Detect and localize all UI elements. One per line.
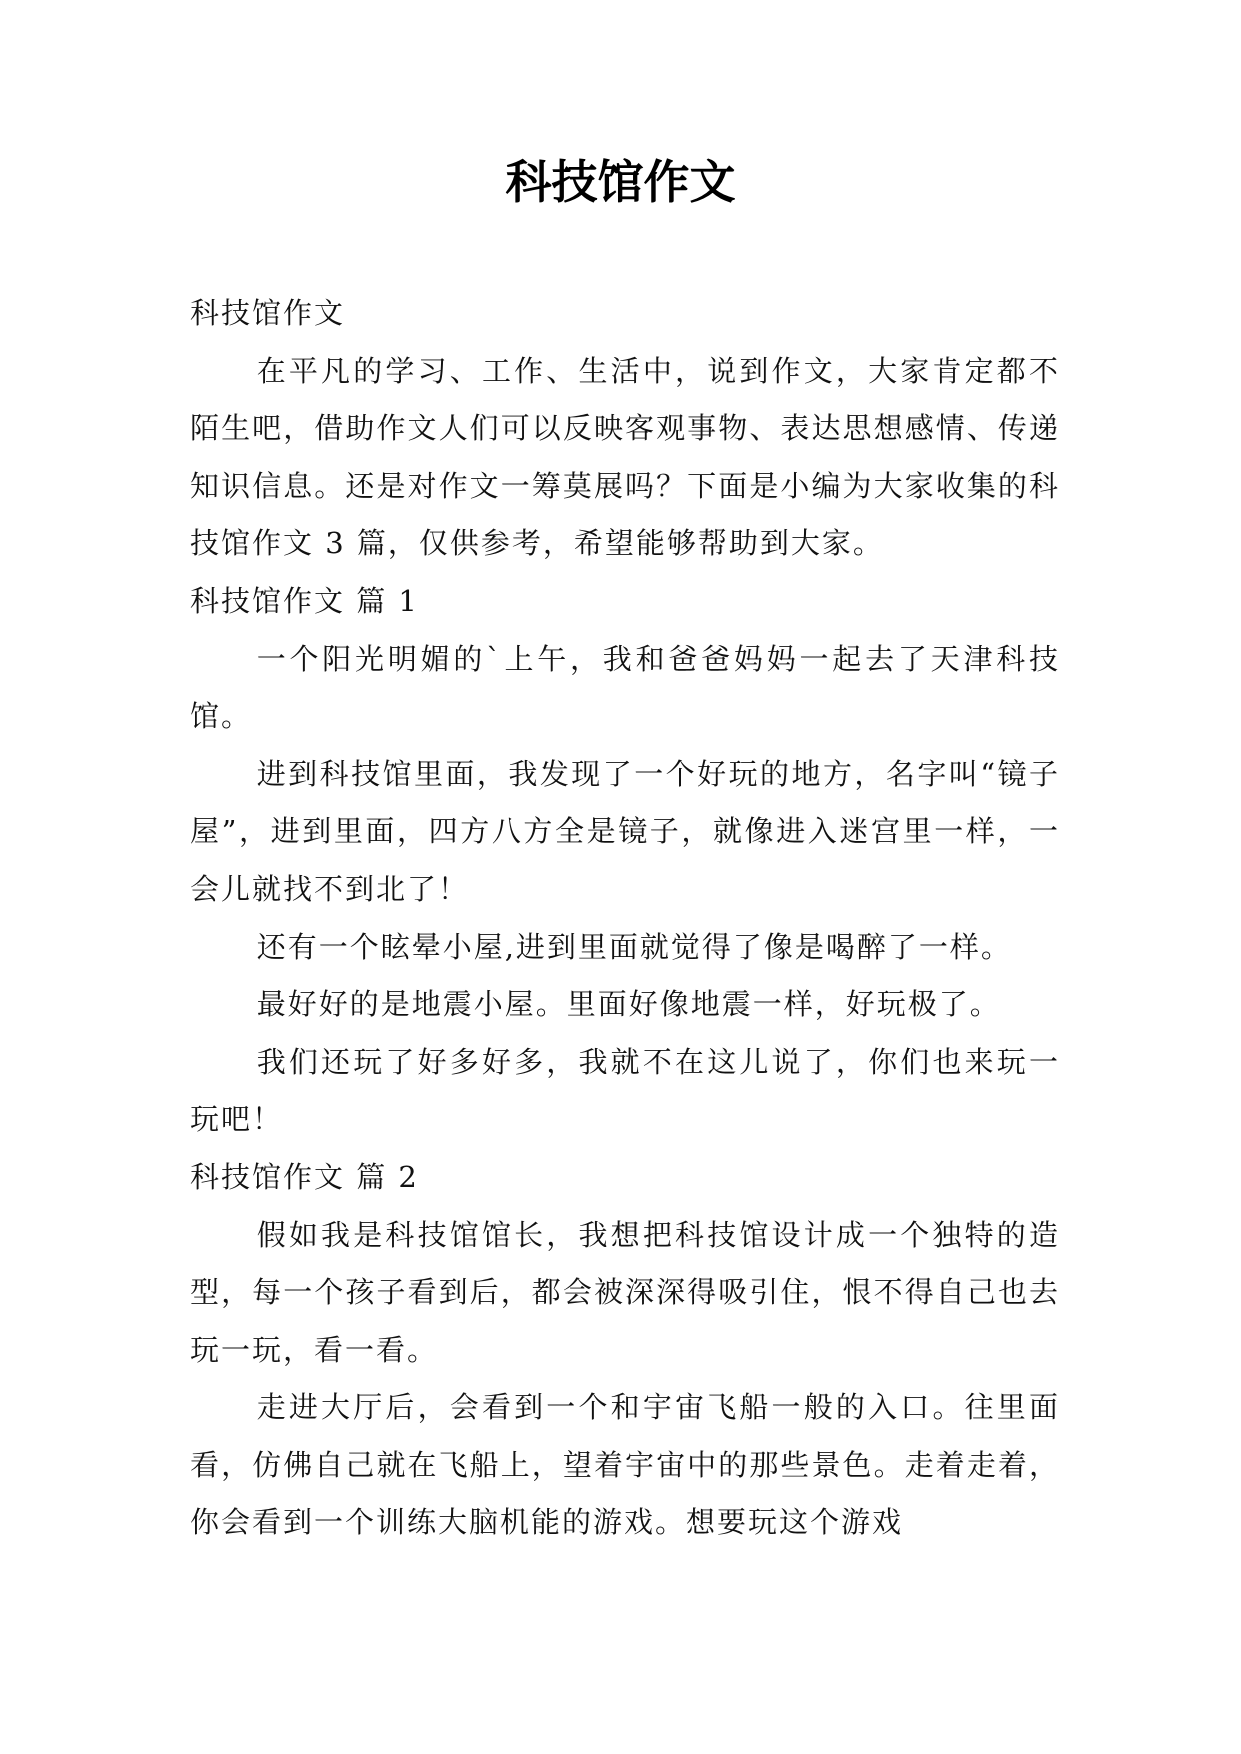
section-heading: 科技馆作文 xyxy=(190,296,346,330)
document-body xyxy=(190,285,1060,1552)
section-heading: 科技馆作文 篇 2 xyxy=(190,1159,419,1194)
paragraph: 走进大厅后，会看到一个和宇宙飞船一般的入口。往里面看，仿佛自己就在飞船上，望着宇宙中的那些景色。走着走着，你会看到一个训练大脑机能的游戏。想要玩这个游戏 xyxy=(190,1390,1060,1540)
section-heading: 科技馆作文 篇 1 xyxy=(190,583,419,618)
paragraph: 还有一个眩晕小屋,进到里面就觉得了像是喝醉了一样。 xyxy=(256,929,1012,964)
paragraph: 最好好的是地震小屋。里面好像地震一样，好玩极了。 xyxy=(256,987,1001,1022)
document-title: 科技馆作文 xyxy=(505,155,736,209)
paragraph: 我们还玩了好多好多，我就不在这儿说了，你们也来玩一玩吧！ xyxy=(190,1044,1060,1137)
paragraph: 一个阳光明媚的`上午，我和爸爸妈妈一起去了天津科技馆。 xyxy=(190,641,1060,734)
paragraph: 假如我是科技馆馆长，我想把科技馆设计成一个独特的造型，每一个孩子看到后，都会被深深得吸引住，恨不得自己也去玩一玩，看一看。 xyxy=(190,1217,1060,1367)
paragraph: 进到科技馆里面，我发现了一个好玩的地方，名字叫“镜子屋”，进到里面，四方八方全是镜子，就像进入迷宫里一样，一会儿就找不到北了！ xyxy=(190,756,1060,906)
paragraph: 在平凡的学习、工作、生活中，说到作文，大家肯定都不陌生吧，借助作文人们可以反映客观事物、表达思想感情、传递知识信息。还是对作文一筹莫展吗？下面是小编为大家收集的科技馆作文 3 篇，仅供参考，希望能够帮助到大家。 xyxy=(190,353,1060,561)
